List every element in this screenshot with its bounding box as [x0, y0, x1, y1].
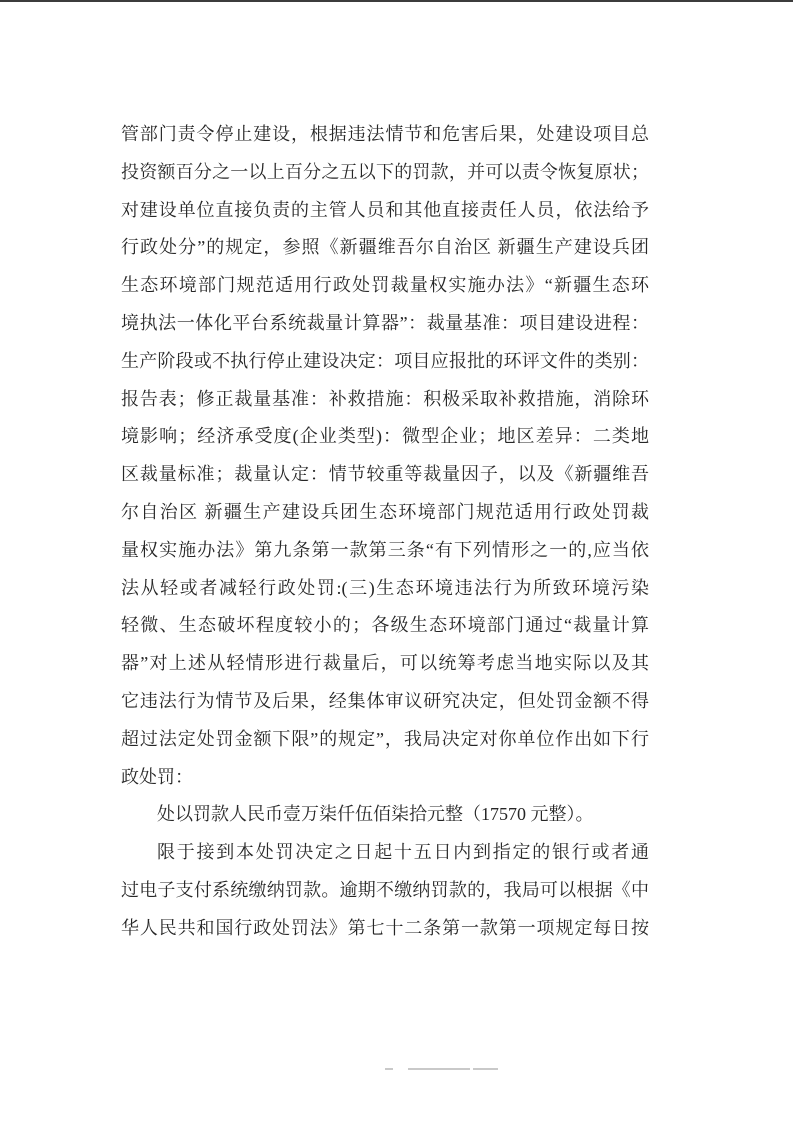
- text-line: 管部门责令停止建设，根据违法情节和危害后果，处建设项目总: [121, 124, 649, 144]
- text-line: 生态环境部门规范适用行政处罚裁量权实施办法》“新疆生态环: [121, 275, 649, 296]
- text-line: 限于接到本处罚决定之日起十五日内到指定的银行或者通: [157, 842, 649, 863]
- penalty-amount-line: 处以罚款人民币壹万柒仟伍佰柒拾元整（17570 元整）。: [157, 804, 594, 825]
- text-line: 投资额百分之一以上百分之五以下的罚款，并可以责令恢复原状；: [121, 161, 649, 182]
- text-line: 政处罚：: [121, 766, 193, 787]
- text-line: 超过法定处罚金额下限”的规定”，我局决定对你单位作出如下行: [121, 728, 649, 749]
- text-line: 对建设单位直接负责的主管人员和其他直接责任人员，依法给予: [121, 199, 649, 220]
- text-line: 器”对上述从轻情形进行裁量后，可以统筹考虑当地实际以及其: [121, 653, 649, 674]
- scan-artifact: [473, 1068, 498, 1070]
- text-line: 行政处分”的规定，参照《新疆维吾尔自治区 新疆生产建设兵团: [121, 237, 649, 258]
- text-line: 华人民共和国行政处罚法》第七十二条第一款第一项规定每日按: [121, 917, 649, 938]
- text-line: 生产阶段或不执行停止建设决定：项目应报批的环评文件的类别：: [121, 350, 649, 371]
- text-line: 报告表；修正裁量基准：补救措施：积极采取补救措施，消除环: [121, 388, 649, 409]
- text-line: 境执法一体化平台系统裁量计算器”：裁量基准：项目建设进程：: [121, 312, 649, 333]
- text-line: 境影响；经济承受度(企业类型)：微型企业；地区差异：二类地: [121, 426, 649, 447]
- text-line: 尔自治区 新疆生产建设兵团生态环境部门规范适用行政处罚裁: [121, 501, 649, 522]
- text-line: 区裁量标准；裁量认定：情节较重等裁量因子，以及《新疆维吾: [121, 464, 649, 485]
- text-line: 它违法行为情节及后果，经集体审议研究决定，但处罚金额不得: [121, 690, 649, 711]
- scan-artifact: [408, 1068, 470, 1070]
- text-line: 法从轻或者减轻行政处罚:(三)生态环境违法行为所致环境污染: [121, 577, 649, 598]
- text-block: [121, 116, 649, 948]
- scan-artifact: [385, 1068, 393, 1070]
- text-line: 过电子支付系统缴纳罚款。逾期不缴纳罚款的，我局可以根据《中: [121, 879, 649, 900]
- text-line: 轻微、生态破坏程度较小的；各级生态环境部门通过“裁量计算: [121, 615, 649, 636]
- text-line: 量权实施办法》第九条第一款第三条“有下列情形之一的,应当依: [121, 539, 649, 560]
- scan-edge-line: [0, 0, 793, 2]
